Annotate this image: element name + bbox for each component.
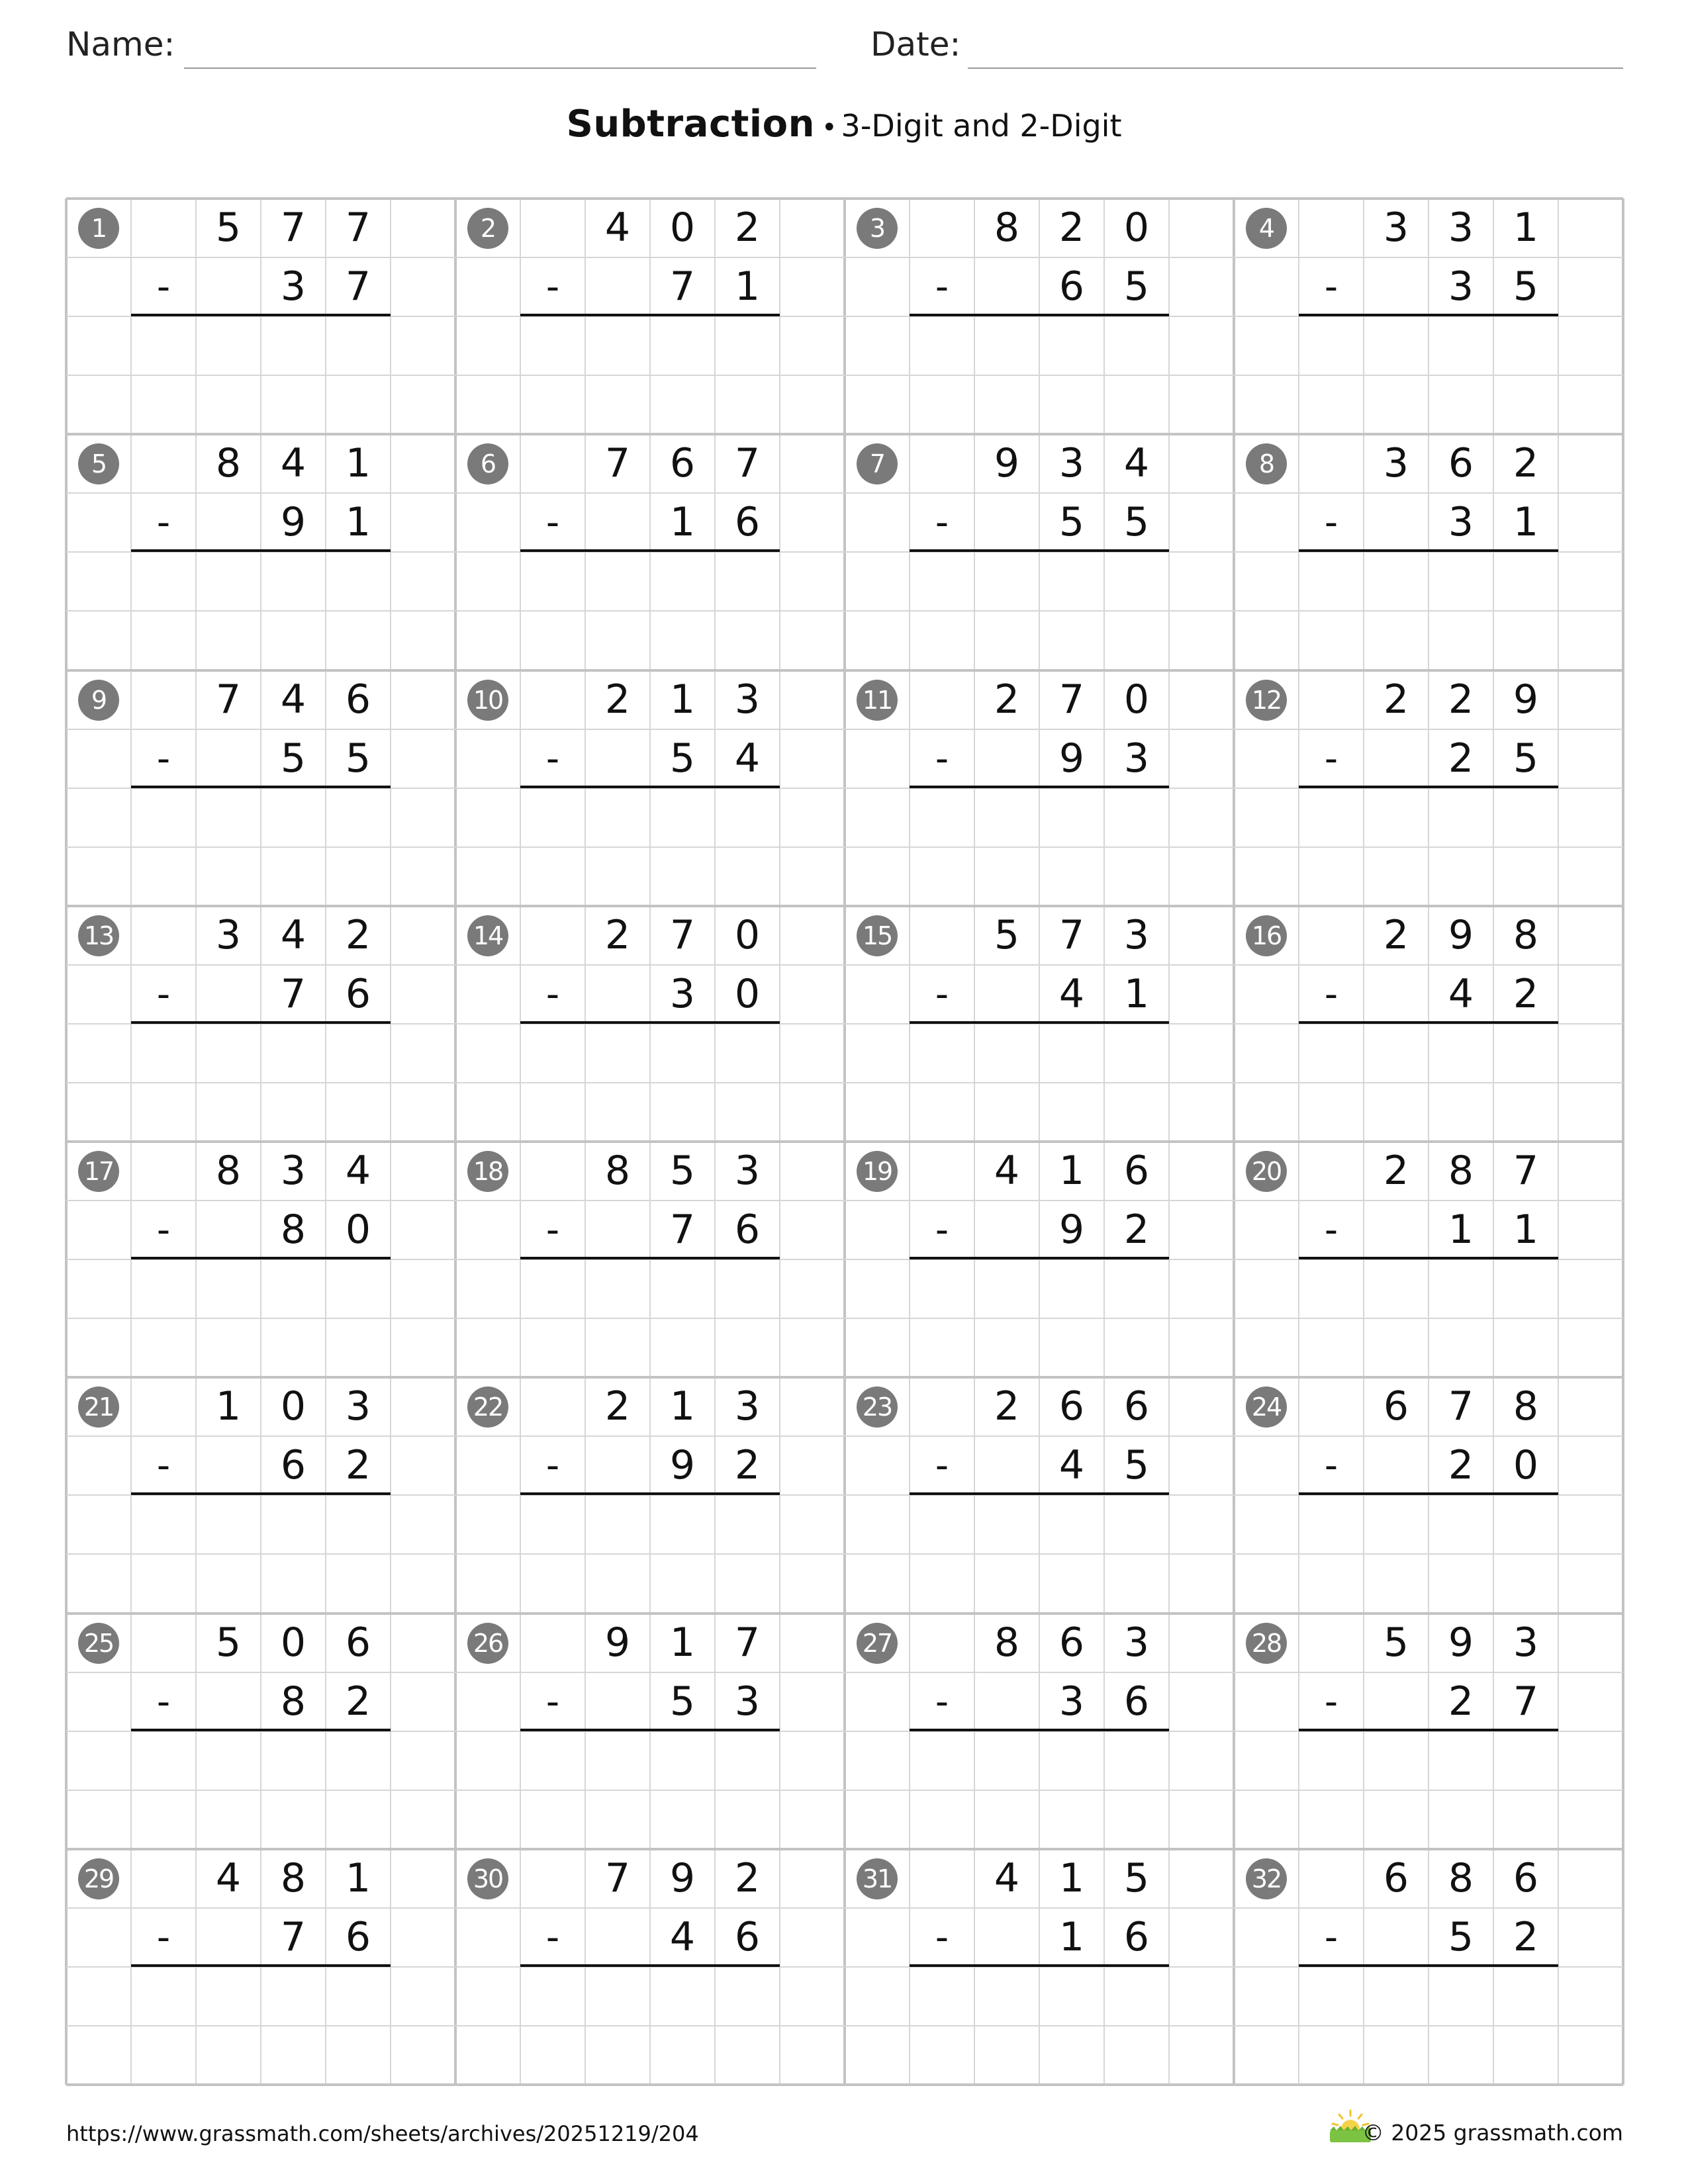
problem-28 — [1234, 1614, 1623, 1849]
subtrahend-digit: 6 — [734, 499, 761, 546]
problem-number-badge: 3 — [857, 208, 898, 249]
minus-sign: - — [935, 1915, 949, 1959]
minuend-digit: 3 — [1513, 1619, 1539, 1666]
subtrahend-digit: 5 — [1513, 263, 1539, 310]
minuend-digit: 1 — [215, 1383, 242, 1430]
answer-space[interactable] — [131, 552, 391, 670]
subtrahend-digit: 5 — [1058, 499, 1085, 546]
minuend-digit: 9 — [1513, 676, 1539, 723]
answer-space[interactable] — [1299, 552, 1558, 670]
minuend-digit: 8 — [1448, 1854, 1474, 1901]
subtrahend-digit: 9 — [1058, 1206, 1085, 1253]
date-line[interactable] — [968, 68, 1623, 69]
problem-number-badge: 28 — [1246, 1623, 1287, 1664]
answer-space[interactable] — [1299, 316, 1558, 434]
problem-number-badge: 7 — [857, 443, 898, 484]
problem-5 — [66, 434, 455, 670]
minuend-digit: 2 — [604, 911, 631, 958]
minuend-digit: 6 — [1513, 1854, 1539, 1901]
minuend-digit: 1 — [669, 1383, 696, 1430]
minus-sign: - — [1324, 1915, 1338, 1959]
subtrahend-digit: 3 — [1448, 263, 1474, 310]
problem-31 — [845, 1849, 1234, 2085]
problem-10 — [455, 670, 845, 906]
answer-space[interactable] — [131, 1731, 391, 1849]
problem-number-badge: 19 — [857, 1151, 898, 1192]
minuend-digit: 4 — [604, 205, 631, 251]
minuend-digit: 8 — [994, 205, 1020, 251]
subtrahend-digit: 2 — [1448, 735, 1474, 782]
problem-6 — [455, 434, 845, 670]
subtrahend-digit: 9 — [1058, 735, 1085, 782]
minuend-digit: 1 — [1058, 1854, 1085, 1901]
answer-space[interactable] — [1299, 1259, 1558, 1377]
answer-space[interactable] — [520, 788, 780, 906]
minuend-digit: 5 — [1383, 1619, 1409, 1666]
minus-sign: - — [545, 1915, 560, 1959]
answer-space[interactable] — [910, 316, 1169, 434]
minuend-digit: 7 — [1448, 1383, 1474, 1430]
minus-sign: - — [1324, 1444, 1338, 1488]
minuend-digit: 7 — [734, 440, 761, 487]
subtrahend-digit: 2 — [345, 1442, 371, 1489]
answer-space[interactable] — [910, 788, 1169, 906]
minus-sign: - — [545, 265, 560, 308]
problem-22 — [455, 1377, 845, 1613]
answer-space[interactable] — [1299, 1495, 1558, 1613]
problem-30 — [455, 1849, 845, 2085]
footer-url: https://www.grassmath.com/sheets/archives/20251219/204 — [66, 2121, 699, 2146]
subtrahend-digit: 5 — [345, 735, 371, 782]
answer-space[interactable] — [520, 1024, 780, 1142]
subtrahend-digit: 8 — [280, 1678, 306, 1725]
subtrahend-digit: 2 — [1448, 1442, 1474, 1489]
minuend-digit: 0 — [734, 911, 761, 958]
subtrahend-digit: 2 — [1448, 1678, 1474, 1725]
problem-number-badge: 21 — [78, 1387, 119, 1428]
minuend-digit: 2 — [604, 1383, 631, 1430]
minuend-digit: 1 — [669, 1619, 696, 1666]
minuend-digit: 6 — [345, 1619, 371, 1666]
answer-space[interactable] — [910, 552, 1169, 670]
minuend-digit: 3 — [345, 1383, 371, 1430]
answer-space[interactable] — [131, 316, 391, 434]
problem-23 — [845, 1377, 1234, 1613]
worksheet-title — [0, 103, 1688, 146]
problem-number-badge: 24 — [1246, 1387, 1287, 1428]
minuend-digit: 6 — [1448, 440, 1474, 487]
problem-3 — [845, 199, 1234, 434]
subtrahend-digit: 5 — [1123, 263, 1150, 310]
subtrahend-digit: 3 — [1123, 735, 1150, 782]
problem-11 — [845, 670, 1234, 906]
minus-sign: - — [156, 1915, 171, 1959]
minus-sign: - — [156, 501, 171, 545]
problem-32 — [1234, 1849, 1623, 2085]
minuend-digit: 4 — [994, 1148, 1020, 1194]
minus-sign: - — [545, 737, 560, 780]
answer-space[interactable] — [910, 1967, 1169, 2085]
subtrahend-digit: 9 — [669, 1442, 696, 1489]
minuend-digit: 5 — [1123, 1854, 1150, 1901]
minuend-digit: 3 — [734, 1148, 761, 1194]
subtrahend-digit: 1 — [734, 263, 761, 310]
problem-number-badge: 16 — [1246, 915, 1287, 956]
minuend-digit: 7 — [345, 205, 371, 251]
subtrahend-digit: 6 — [734, 1913, 761, 1960]
problem-number-badge: 15 — [857, 915, 898, 956]
subtrahend-digit: 7 — [280, 970, 306, 1017]
name-line[interactable] — [184, 68, 816, 69]
problem-number-badge: 30 — [467, 1858, 508, 1899]
problem-number-badge: 12 — [1246, 680, 1287, 721]
minus-sign: - — [156, 1680, 171, 1723]
minuend-digit: 8 — [1513, 911, 1539, 958]
minuend-digit: 7 — [215, 676, 242, 723]
problem-number-badge: 23 — [857, 1387, 898, 1428]
minuend-digit: 4 — [994, 1854, 1020, 1901]
minuend-digit: 2 — [1513, 440, 1539, 487]
subtrahend-digit: 4 — [669, 1913, 696, 1960]
problem-26 — [455, 1614, 845, 1849]
subtrahend-digit: 0 — [1513, 1442, 1539, 1489]
minuend-digit: 7 — [1058, 676, 1085, 723]
answer-space[interactable] — [131, 1259, 391, 1377]
problem-number-badge: 25 — [78, 1623, 119, 1664]
minuend-digit: 3 — [1383, 440, 1409, 487]
problem-21 — [66, 1377, 455, 1613]
problem-20 — [1234, 1142, 1623, 1377]
minus-sign: - — [935, 1208, 949, 1251]
minuend-digit: 4 — [345, 1148, 371, 1194]
answer-space[interactable] — [1299, 1731, 1558, 1849]
minuend-digit: 4 — [280, 676, 306, 723]
answer-space[interactable] — [131, 1967, 391, 2085]
problem-7 — [845, 434, 1234, 670]
minuend-digit: 2 — [1383, 911, 1409, 958]
title-bullet: • — [821, 113, 837, 143]
minuend-digit: 6 — [669, 440, 696, 487]
subtrahend-digit: 1 — [1058, 1913, 1085, 1960]
problem-12 — [1234, 670, 1623, 906]
problem-15 — [845, 906, 1234, 1142]
subtrahend-digit: 6 — [734, 1206, 761, 1253]
answer-space[interactable] — [131, 1495, 391, 1613]
minuend-digit: 9 — [669, 1854, 696, 1901]
subtrahend-digit: 2 — [1123, 1206, 1150, 1253]
minuend-digit: 7 — [1058, 911, 1085, 958]
problem-27 — [845, 1614, 1234, 1849]
problem-17 — [66, 1142, 455, 1377]
minuend-digit: 7 — [280, 205, 306, 251]
subtrahend-digit: 5 — [669, 735, 696, 782]
minuend-digit: 8 — [1448, 1148, 1474, 1194]
problem-number-badge: 27 — [857, 1623, 898, 1664]
problem-number-badge: 1 — [78, 208, 119, 249]
problem-number-badge: 32 — [1246, 1858, 1287, 1899]
answer-space[interactable] — [131, 788, 391, 906]
problem-number-badge: 6 — [467, 443, 508, 484]
problem-16 — [1234, 906, 1623, 1142]
subtrahend-digit: 9 — [280, 499, 306, 546]
answer-space[interactable] — [1299, 1024, 1558, 1142]
minuend-digit: 4 — [1123, 440, 1150, 487]
problem-number-badge: 22 — [467, 1387, 508, 1428]
problem-number-badge: 2 — [467, 208, 508, 249]
problem-number-badge: 8 — [1246, 443, 1287, 484]
minuend-digit: 2 — [994, 1383, 1020, 1430]
problem-number-badge: 13 — [78, 915, 119, 956]
name-label: Name: — [66, 25, 175, 64]
minus-sign: - — [1324, 265, 1338, 308]
subtrahend-digit: 6 — [345, 970, 371, 1017]
minuend-digit: 3 — [734, 1383, 761, 1430]
minuend-digit: 3 — [1448, 205, 1474, 251]
problem-number-badge: 17 — [78, 1151, 119, 1192]
subtrahend-digit: 5 — [669, 1678, 696, 1725]
minuend-digit: 7 — [669, 911, 696, 958]
subtrahend-digit: 3 — [280, 263, 306, 310]
minus-sign: - — [935, 737, 949, 780]
minuend-digit: 8 — [1513, 1383, 1539, 1430]
subtrahend-digit: 5 — [1448, 1913, 1474, 1960]
minus-sign: - — [156, 737, 171, 780]
minuend-digit: 7 — [604, 1854, 631, 1901]
minus-sign: - — [545, 1208, 560, 1251]
subtrahend-digit: 3 — [734, 1678, 761, 1725]
answer-space[interactable] — [1299, 1967, 1558, 2085]
answer-space[interactable] — [520, 1259, 780, 1377]
problem-25 — [66, 1614, 455, 1849]
minuend-digit: 5 — [669, 1148, 696, 1194]
minuend-digit: 2 — [604, 676, 631, 723]
minus-sign: - — [156, 265, 171, 308]
minuend-digit: 1 — [1513, 205, 1539, 251]
problem-number-badge: 31 — [857, 1858, 898, 1899]
answer-space[interactable] — [910, 1731, 1169, 1849]
subtrahend-digit: 3 — [1448, 499, 1474, 546]
answer-space[interactable] — [520, 316, 780, 434]
minuend-digit: 6 — [1123, 1148, 1150, 1194]
subtrahend-digit: 1 — [1448, 1206, 1474, 1253]
minuend-digit: 7 — [1513, 1148, 1539, 1194]
answer-space[interactable] — [1299, 788, 1558, 906]
subtrahend-digit: 2 — [734, 1442, 761, 1489]
answer-space[interactable] — [520, 552, 780, 670]
subtrahend-digit: 0 — [734, 970, 761, 1017]
subtrahend-digit: 2 — [1513, 1913, 1539, 1960]
minuend-digit: 3 — [215, 911, 242, 958]
problem-number-badge: 9 — [78, 680, 119, 721]
minuend-digit: 2 — [1058, 205, 1085, 251]
subtrahend-digit: 2 — [345, 1678, 371, 1725]
minus-sign: - — [1324, 1680, 1338, 1723]
minuend-digit: 2 — [994, 676, 1020, 723]
problem-number-badge: 20 — [1246, 1151, 1287, 1192]
minuend-digit: 0 — [1123, 205, 1150, 251]
minus-sign: - — [1324, 1208, 1338, 1251]
problem-number-badge: 10 — [467, 680, 508, 721]
subtrahend-digit: 4 — [734, 735, 761, 782]
problem-2 — [455, 199, 845, 434]
minuend-digit: 5 — [215, 205, 242, 251]
minus-sign: - — [1324, 737, 1338, 780]
minuend-digit: 1 — [345, 1854, 371, 1901]
subtrahend-digit: 3 — [669, 970, 696, 1017]
minuend-digit: 4 — [280, 911, 306, 958]
minuend-digit: 6 — [1058, 1383, 1085, 1430]
minus-sign: - — [545, 501, 560, 545]
subtrahend-digit: 6 — [1123, 1678, 1150, 1725]
date-label: Date: — [870, 25, 961, 64]
subtrahend-digit: 6 — [280, 1442, 306, 1489]
minuend-digit: 0 — [669, 205, 696, 251]
minuend-digit: 3 — [1058, 440, 1085, 487]
problem-number-badge: 5 — [78, 443, 119, 484]
minuend-digit: 1 — [1058, 1148, 1085, 1194]
answer-space[interactable] — [520, 1495, 780, 1613]
minus-sign: - — [545, 1444, 560, 1488]
minus-sign: - — [1324, 972, 1338, 1016]
minuend-digit: 3 — [280, 1148, 306, 1194]
problem-18 — [455, 1142, 845, 1377]
minuend-digit: 3 — [1383, 205, 1409, 251]
minuend-digit: 6 — [1383, 1854, 1409, 1901]
minuend-digit: 2 — [734, 1854, 761, 1901]
minuend-digit: 9 — [994, 440, 1020, 487]
footer-copyright: © 2025 grassmath.com — [1362, 2120, 1623, 2146]
minuend-digit: 6 — [1058, 1619, 1085, 1666]
subtrahend-digit: 4 — [1058, 970, 1085, 1017]
problem-grid — [66, 199, 1623, 2085]
minuend-digit: 4 — [215, 1854, 242, 1901]
subtrahend-digit: 7 — [345, 263, 371, 310]
minuend-digit: 9 — [1448, 1619, 1474, 1666]
minuend-digit: 2 — [1383, 676, 1409, 723]
minus-sign: - — [156, 1208, 171, 1251]
subtrahend-digit: 7 — [280, 1913, 306, 1960]
subtrahend-digit: 5 — [1123, 499, 1150, 546]
minuend-digit: 9 — [604, 1619, 631, 1666]
minuend-digit: 2 — [1448, 676, 1474, 723]
minuend-digit: 2 — [1383, 1148, 1409, 1194]
subtrahend-digit: 6 — [1123, 1913, 1150, 1960]
subtrahend-digit: 1 — [1123, 970, 1150, 1017]
subtrahend-digit: 8 — [280, 1206, 306, 1253]
title-subtitle: 3-Digit and 2-Digit — [841, 108, 1122, 144]
answer-space[interactable] — [910, 1259, 1169, 1377]
problem-9 — [66, 670, 455, 906]
subtrahend-digit: 4 — [1448, 970, 1474, 1017]
minus-sign: - — [1324, 501, 1338, 545]
problem-number-badge: 14 — [467, 915, 508, 956]
minus-sign: - — [935, 1444, 949, 1488]
answer-space[interactable] — [520, 1731, 780, 1849]
problem-14 — [455, 906, 845, 1142]
minuend-digit: 0 — [280, 1383, 306, 1430]
minus-sign: - — [545, 972, 560, 1016]
problem-24 — [1234, 1377, 1623, 1613]
subtrahend-digit: 7 — [1513, 1678, 1539, 1725]
subtrahend-digit: 1 — [1513, 499, 1539, 546]
subtrahend-digit: 7 — [669, 263, 696, 310]
minus-sign: - — [935, 501, 949, 545]
minuend-digit: 4 — [280, 440, 306, 487]
minuend-digit: 8 — [994, 1619, 1020, 1666]
minus-sign: - — [935, 972, 949, 1016]
subtrahend-digit: 5 — [1123, 1442, 1150, 1489]
subtrahend-digit: 6 — [345, 1913, 371, 1960]
minuend-digit: 8 — [215, 440, 242, 487]
problem-number-badge: 18 — [467, 1151, 508, 1192]
problem-number-badge: 29 — [78, 1858, 119, 1899]
problem-4 — [1234, 199, 1623, 434]
problem-number-badge: 26 — [467, 1623, 508, 1664]
minus-sign: - — [935, 265, 949, 308]
subtrahend-digit: 4 — [1058, 1442, 1085, 1489]
minuend-digit: 8 — [604, 1148, 631, 1194]
problem-19 — [845, 1142, 1234, 1377]
problem-13 — [66, 906, 455, 1142]
minuend-digit: 0 — [280, 1619, 306, 1666]
problem-8 — [1234, 434, 1623, 670]
minuend-digit: 6 — [1123, 1383, 1150, 1430]
minuend-digit: 7 — [734, 1619, 761, 1666]
minuend-digit: 5 — [215, 1619, 242, 1666]
minuend-digit: 7 — [604, 440, 631, 487]
minuend-digit: 0 — [1123, 676, 1150, 723]
minus-sign: - — [935, 1680, 949, 1723]
subtrahend-digit: 6 — [1058, 263, 1085, 310]
minuend-digit: 3 — [734, 676, 761, 723]
subtrahend-digit: 2 — [1513, 970, 1539, 1017]
subtrahend-digit: 3 — [1058, 1678, 1085, 1725]
answer-space[interactable] — [520, 1967, 780, 2085]
minuend-digit: 5 — [994, 911, 1020, 958]
title-main: Subtraction — [566, 103, 815, 146]
minuend-digit: 2 — [345, 911, 371, 958]
minuend-digit: 1 — [669, 676, 696, 723]
subtrahend-digit: 1 — [1513, 1206, 1539, 1253]
minus-sign: - — [156, 1444, 171, 1488]
answer-space[interactable] — [131, 1024, 391, 1142]
minuend-digit: 8 — [280, 1854, 306, 1901]
problem-number-badge: 4 — [1246, 208, 1287, 249]
minuend-digit: 3 — [1123, 911, 1150, 958]
minus-sign: - — [156, 972, 171, 1016]
minuend-digit: 2 — [734, 205, 761, 251]
answer-space[interactable] — [910, 1495, 1169, 1613]
subtrahend-digit: 1 — [345, 499, 371, 546]
subtrahend-digit: 0 — [345, 1206, 371, 1253]
subtrahend-digit: 7 — [669, 1206, 696, 1253]
problem-1 — [66, 199, 455, 434]
minuend-digit: 8 — [215, 1148, 242, 1194]
problem-number-badge: 11 — [857, 680, 898, 721]
subtrahend-digit: 5 — [280, 735, 306, 782]
minuend-digit: 6 — [345, 676, 371, 723]
answer-space[interactable] — [910, 1024, 1169, 1142]
minuend-digit: 3 — [1123, 1619, 1150, 1666]
subtrahend-digit: 5 — [1513, 735, 1539, 782]
minus-sign: - — [545, 1680, 560, 1723]
problem-29 — [66, 1849, 455, 2085]
minuend-digit: 1 — [345, 440, 371, 487]
minuend-digit: 6 — [1383, 1383, 1409, 1430]
minuend-digit: 9 — [1448, 911, 1474, 958]
subtrahend-digit: 1 — [669, 499, 696, 546]
